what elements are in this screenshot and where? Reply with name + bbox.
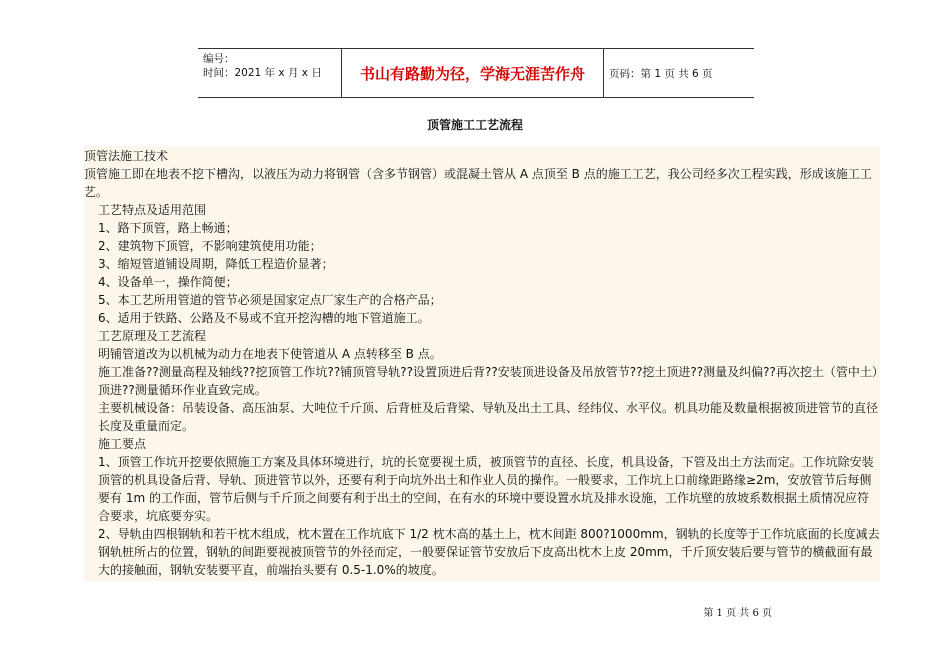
page-footer: 第 1 页 共 6 页 [703, 608, 772, 619]
body-paragraph: 4、设备单一，操作简便； [98, 275, 238, 289]
body-paragraph: 主要机械设备：吊装设备、高压油泵、大吨位千斤顶、后背桩及后背梁、导轨及出土工具、经纬仪、水平仪。机具功能及数量根据被顶进管节的直径长度及重量而定。 [98, 401, 879, 433]
document-title: 顶管施工工艺流程 [426, 118, 523, 132]
body-paragraph: 2、导轨由四根钢轨和若干枕木组成，枕木置在工作坑底下 1/2 枕木高的基土上，枕木间距 800?1000mm，钢轨的长度等于工作坑底面的长度减去钢轨桩所占的位置，钢轨的间距要视被顶管节的外径而定，一般要保证管节安放后下皮高出枕木上皮 20mm，千斤顶安装后要与管节的横截面有最大的接触面，钢轨安装要平直，前端抬头要有 0.5-1.0%的坡度。 [98, 527, 880, 577]
header-motto: 书山有路勤为径，学海无涯苦作舟 [341, 49, 604, 97]
body-paragraph: 工艺特点及适用范围 [98, 203, 207, 217]
document-number-label: 编号： [203, 53, 235, 65]
body-paragraph: 2、建筑物下顶管，不影响建筑使用功能； [98, 239, 322, 253]
body-paragraph: 施工要点 [98, 437, 147, 451]
document-time-label: 时间：2021 年 x 月 x 日 [203, 67, 322, 79]
body-paragraph: 工艺原理及工艺流程 [98, 329, 207, 343]
document-body [84, 146, 880, 581]
body-paragraph: 6、适用于铁路、公路及不易或不宜开挖沟槽的地下管道施工。 [98, 311, 430, 325]
body-paragraph: 顶管法施工技术 [84, 149, 169, 163]
body-paragraph: 施工准备??测量高程及轴线??挖顶管工作坑??铺顶管导轨??设置顶进后背??安装顶进设备及吊放管节??挖土顶进??测量及纠偏??再次挖土（管中土）顶进??测量循环作业直致完成。 [98, 365, 878, 397]
body-paragraph: 1、路下顶管，路上畅通； [98, 221, 238, 235]
body-paragraph: 明铺管道改为以机械为动力在地表下使管道从 A 点转移至 B 点。 [98, 347, 442, 361]
document-header [198, 48, 754, 98]
body-paragraph: 3、缩短管道铺设周期，降低工程造价显著； [98, 257, 334, 271]
header-page-label: 页码：第 1 页 共 6 页 [609, 67, 713, 80]
header-info [198, 49, 341, 97]
body-paragraph: 1、顶管工作坑开挖要依照施工方案及具体环境进行，坑的长宽要视土质，被顶管节的直径、长度，机具设备，下管及出土方法而定。工作坑除安装顶管的机具设备后背、导轨、顶进管节以外，还要有利于向坑外出土和作业人员的操作。一般要求，工作坑上口前缘距路缘≥2m，安放管节后每侧要有 1m 的工作面，管节后侧与千斤顶之间要有利于出土的空间，在有水的环境中要设置水坑及排水设施，工作坑壁的放坡系数根据土质情况应符合要求，坑底要夯实。 [98, 455, 874, 523]
body-paragraph: 5、本工艺所用管道的管节必须是国家定点厂家生产的合格产品； [98, 293, 442, 307]
body-paragraph: 顶管施工即在地表不挖下槽沟，以液压为动力将钢管（含多节钢管）或混凝土管从 A 点顶至 B 点的施工工艺，我公司经多次工程实践，形成该施工工艺。 [84, 167, 872, 199]
